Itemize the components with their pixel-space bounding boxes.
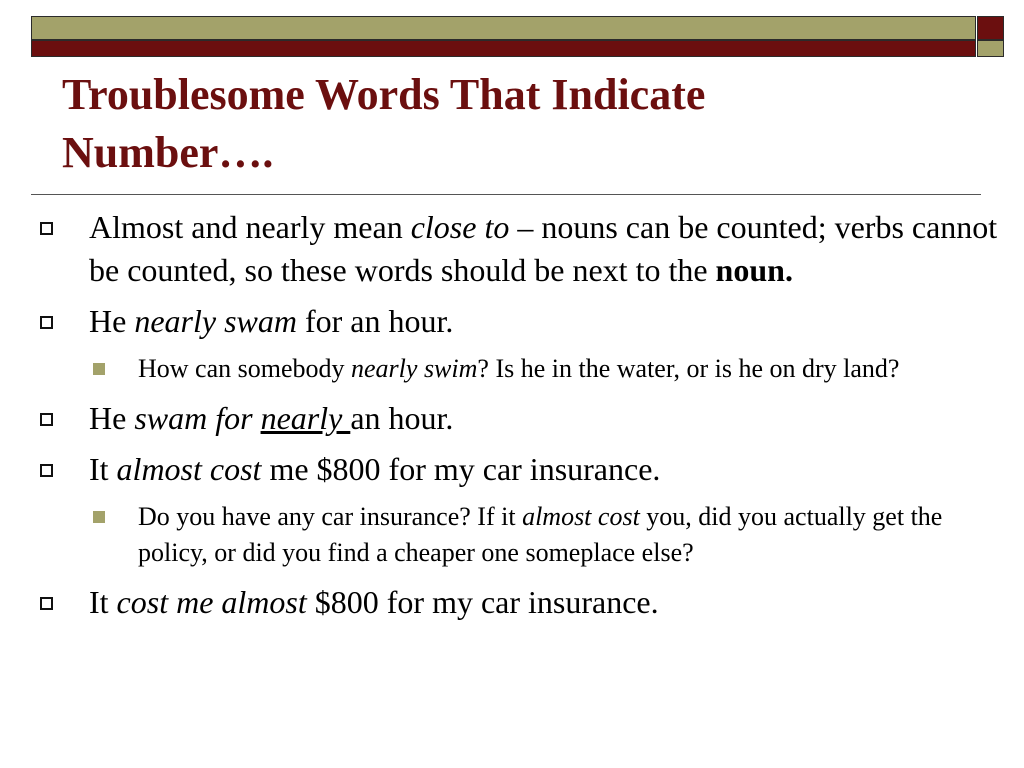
bullet-text: an hour. [350,400,454,436]
bullet-text-italic: almost cost [116,451,262,487]
bullet-text-italic: nearly swam [134,303,297,339]
header-maroon-band [31,40,976,57]
bullet-text: It [89,584,117,620]
slide-body [0,206,1024,632]
decorative-header-bar [0,0,1024,64]
bullet-text: $800 for my car insurance. [306,584,659,620]
sub-bullet-text-italic: nearly swim [351,354,478,383]
bullet-text: – nouns can be counted; verbs cannot be counted, so these words should be next to the [89,209,998,288]
bullet-text-bold: noun. [715,252,793,288]
sub-bullet-text: How can somebody [138,354,352,383]
bullet-text: He [89,303,135,339]
bullet-item [0,448,1024,491]
bullet-text [253,400,261,436]
slide-title-line-2: Number…. [62,128,274,177]
bullet-text-italic: cost me almost [116,584,307,620]
filled-square-bullet-icon [93,363,105,375]
header-corner-olive-square [977,40,1004,57]
hollow-square-bullet-icon [40,316,53,329]
sub-bullet-text: you, did you actually get the policy, or did you find a cheaper one someplace else? [138,502,943,567]
slide-title-line-1: Troublesome Words That Indicate [62,70,706,119]
bullet-item [0,397,1024,440]
hollow-square-bullet-icon [40,413,53,426]
title-divider [31,194,981,195]
hollow-square-bullet-icon [40,464,53,477]
sub-bullet-text: Do you have any car insurance? If it [138,502,523,531]
hollow-square-bullet-icon [40,222,53,235]
bullet-text: It [89,451,117,487]
bullet-text: me $800 for my car insurance. [261,451,661,487]
sub-bullet-item [0,351,1024,387]
bullet-text-italic: close to [410,209,510,245]
sub-bullet-text: ? Is he in the water, or is he on dry land? [477,354,900,383]
bullet-text: for an hour. [296,303,454,339]
bullet-item [0,206,1024,292]
bullet-text-italic: swam for [134,400,253,436]
bullet-text-italic-underlined: nearly [260,400,351,436]
sub-bullet-text-italic: almost cost [522,502,640,531]
bullet-text: Almost and nearly mean [89,209,411,245]
header-corner-maroon-square [977,16,1004,40]
filled-square-bullet-icon [93,511,105,523]
bullet-item [0,581,1024,624]
bullet-text: He [89,400,135,436]
slide-title [62,66,962,182]
sub-bullet-item [0,499,1024,571]
header-olive-band [31,16,976,40]
bullet-item [0,300,1024,343]
hollow-square-bullet-icon [40,597,53,610]
